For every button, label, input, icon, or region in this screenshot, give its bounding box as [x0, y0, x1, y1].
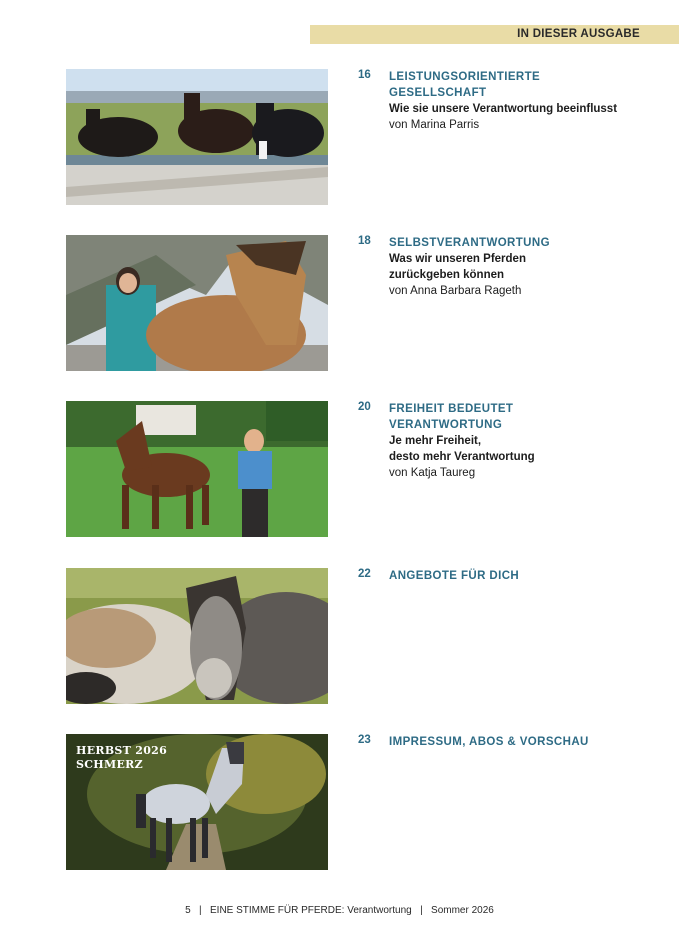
cover-text-line: SCHMERZ [76, 758, 143, 771]
article-title-line: LEISTUNGSORIENTIERTE [389, 71, 541, 83]
article-title-line: SELBSTVERANTWORTUNG [389, 237, 550, 249]
footer-season: Sommer 2026 [431, 905, 494, 916]
footer-separator: | [199, 905, 202, 916]
article-subtitle: Wie sie unsere Verantwortung beeinflusst [389, 103, 618, 115]
footer-issue-topic: Verantwortung [347, 905, 412, 916]
article-subtitle: zurückgeben können [389, 269, 505, 281]
page-number: 23 [358, 734, 371, 746]
section-banner [310, 25, 679, 44]
article-subtitle: desto mehr Verantwortung [389, 451, 535, 463]
page-number: 16 [358, 69, 371, 81]
article-author: von Marina Parris [389, 119, 480, 131]
section-banner-title: IN DIESER AUSGABE [517, 28, 640, 40]
article-photo-horse-and-trainer [66, 401, 328, 537]
article-photo-horses-trough [66, 69, 328, 205]
entry-text [389, 401, 649, 481]
article-title-line: FREIHEIT BEDEUTET [389, 403, 514, 415]
cover-text [76, 744, 167, 772]
footer-page-number: 5 [185, 905, 191, 916]
article-title-line: IMPRESSUM, ABOS & VORSCHAU [389, 736, 589, 748]
article-title-line: GESELLSCHAFT [389, 87, 487, 99]
entry-text [389, 568, 649, 584]
footer-publication: EINE STIMME FÜR PFERDE: [210, 905, 345, 916]
page-number: 20 [358, 401, 371, 413]
article-photo-woman-with-horse [66, 235, 328, 371]
footer-separator: | [420, 905, 423, 916]
article-subtitle: Je mehr Freiheit, [389, 435, 482, 447]
cover-text-line: HERBST 2026 [76, 744, 168, 757]
article-title-line: VERANTWORTUNG [389, 419, 503, 431]
entry-text [389, 69, 649, 133]
page-number: 22 [358, 568, 371, 580]
article-photo-grey-horses [66, 568, 328, 704]
entry-text [389, 235, 649, 299]
article-title-line: ANGEBOTE FÜR DICH [389, 570, 520, 582]
article-subtitle: Was wir unseren Pferden [389, 253, 526, 265]
page-number: 18 [358, 235, 371, 247]
article-author: von Anna Barbara Rageth [389, 285, 522, 297]
entry-text [389, 734, 649, 750]
article-author: von Katja Taureg [389, 467, 476, 479]
page-footer [0, 905, 679, 916]
next-issue-cover-photo [66, 734, 328, 870]
